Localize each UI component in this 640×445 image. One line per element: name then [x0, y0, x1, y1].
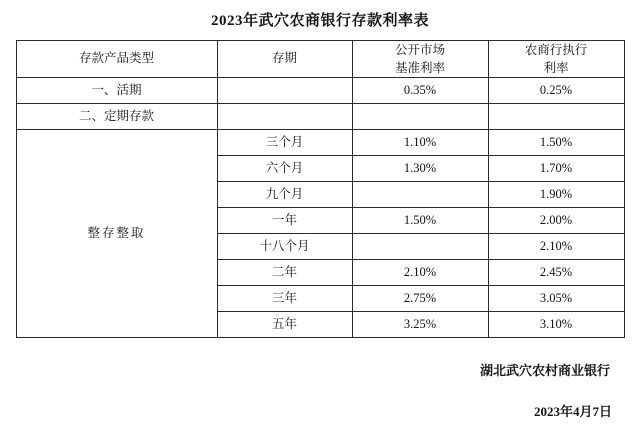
header-cell-type: 存款产品类型 [16, 41, 217, 78]
row-public-18m [352, 234, 488, 260]
deposit-rate-table [16, 40, 625, 338]
row-public-9m [352, 182, 488, 208]
row-term-demand [217, 78, 352, 104]
row-public-2y: 2.10% [352, 260, 488, 286]
row-term-6m: 六个月 [217, 156, 352, 182]
row-term-18m: 十八个月 [217, 234, 352, 260]
row-public-1y: 1.50% [352, 208, 488, 234]
row-term-3m: 三个月 [217, 130, 352, 156]
row-public-6m: 1.30% [352, 156, 488, 182]
footer-date: 2023年4月7日 [533, 404, 612, 420]
table-header-row [16, 41, 624, 78]
page-title: 2023年武穴农商银行存款利率表 [210, 13, 429, 29]
table-row [16, 104, 624, 130]
header-public-line2: 基准利率 [394, 61, 445, 76]
row-exec-3y: 3.05% [488, 286, 624, 312]
header-public-line1: 公开市场 [394, 43, 445, 57]
row-exec-2y: 2.45% [488, 260, 624, 286]
row-term-3y: 三年 [217, 286, 352, 312]
row-exec-9m: 1.90% [488, 182, 624, 208]
table-row [16, 78, 624, 104]
row-exec-18m: 2.10% [488, 234, 624, 260]
header-exec-line1: 农商行执行 [524, 43, 588, 57]
row-term-time-deposit [217, 104, 352, 130]
row-exec-5y: 3.10% [488, 312, 624, 338]
row-public-3m: 1.10% [352, 130, 488, 156]
row-term-2y: 二年 [217, 260, 352, 286]
header-cell-public-rate [352, 41, 488, 78]
row-exec-3m: 1.50% [488, 130, 624, 156]
row-public-3y: 2.75% [352, 286, 488, 312]
row-type-time-deposit: 二、定期存款 [16, 104, 217, 130]
row-exec-1y: 2.00% [488, 208, 624, 234]
header-cell-exec-rate [488, 41, 624, 78]
header-cell-term: 存期 [217, 41, 352, 78]
row-public-5y: 3.25% [352, 312, 488, 338]
row-term-5y: 五年 [217, 312, 352, 338]
row-exec-demand: 0.25% [488, 78, 624, 104]
row-type-demand: 一、活期 [16, 78, 217, 104]
footer-bank-name: 湖北武穴农村商业银行 [479, 363, 610, 379]
header-exec-line2: 利率 [543, 61, 569, 76]
row-public-time-deposit [352, 104, 488, 130]
row-term-1y: 一年 [217, 208, 352, 234]
row-group-label-lump-sum: 整存整取 [16, 130, 217, 338]
row-public-demand: 0.35% [352, 78, 488, 104]
document-footer [18, 338, 622, 420]
row-exec-time-deposit [488, 104, 624, 130]
row-exec-6m: 1.70% [488, 156, 624, 182]
table-row [16, 130, 624, 156]
row-term-9m: 九个月 [217, 182, 352, 208]
